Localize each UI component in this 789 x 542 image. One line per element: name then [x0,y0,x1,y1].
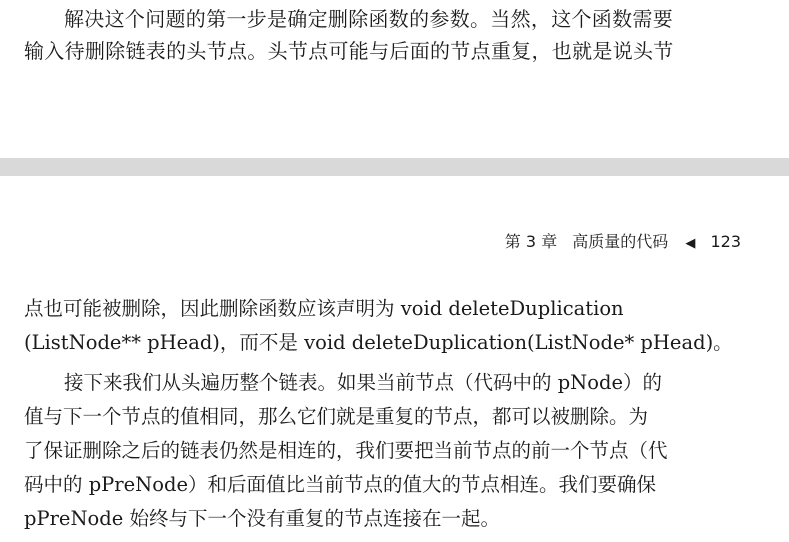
paragraph-line: 解决这个问题的第一步是确定删除函数的参数。当然，这个函数需要 [64,7,673,31]
paragraph-line: 输入待删除链表的头节点。头节点可能与后面的节点重复，也就是说头节 [24,39,674,63]
paragraph-line: 接下来我们从头遍历整个链表。如果当前节点（代码中的 pNode）的 [64,371,663,394]
page-separator [0,158,789,176]
chapter-title: 高质量的代码 [572,232,669,251]
paragraph-line: 值与下一个节点的值相同，那么它们就是重复的节点，都可以被删除。为 [24,405,649,428]
paragraph-line: (ListNode** pHead)，而不是 void deleteDuplication(ListNode* pHead)。 [24,331,733,354]
paragraph-line: 点也可能被删除，因此删除函数应该声明为 void deleteDuplication [24,297,624,320]
book-page [0,176,789,542]
page-number: 123 [710,232,741,251]
paragraph-line: 了保证删除之后的链表仍然是相连的，我们要把当前节点的前一个节点（代 [24,439,668,462]
paragraph-line: 码中的 pPreNode）和后面值比当前节点的值大的节点相连。我们要确保 [24,473,656,496]
paragraph-line: pPreNode 始终与下一个没有重复的节点连接在一起。 [24,507,500,530]
triangle-marker-icon: ◀ [685,236,696,251]
chapter-label: 第 3 章 [504,232,558,251]
previous-page-fragment [0,0,789,160]
running-header [495,232,741,254]
